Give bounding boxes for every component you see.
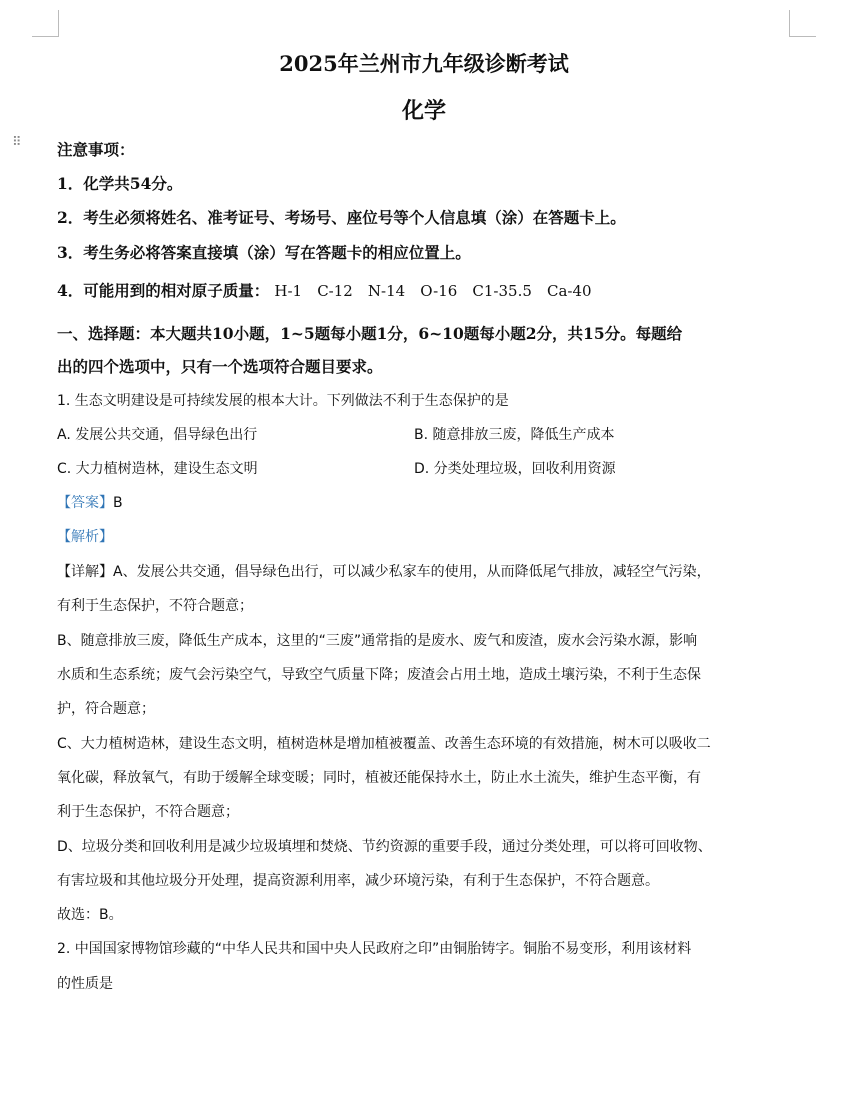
- notice-item-4: [57, 279, 592, 301]
- detail-text: A、发展公共交通，倡导绿色出行，可以减少私家车的使用，从而降低尾气排放，减轻空气污染，: [113, 564, 711, 580]
- analysis-tag: 【解析】: [57, 529, 113, 545]
- detail-line-5: 护，符合题意；: [57, 701, 155, 717]
- atomic-mass-o: O-16: [420, 282, 458, 300]
- drag-handle-icon[interactable]: ⠿: [12, 135, 23, 150]
- q1-answer: [57, 492, 123, 512]
- detail-tag: 【详解】: [57, 564, 113, 580]
- q1-option-a: A. 发展公共交通，倡导绿色出行: [57, 427, 258, 443]
- detail-line-4: 水质和生态系统；废气会污染空气，导致空气质量下降；废渣会占用土地，造成土壤污染，不利于生态保: [57, 667, 701, 683]
- subject-title: 化学: [401, 98, 446, 124]
- notice-item-1: 1．化学共54分。: [57, 174, 183, 193]
- answer-value: B: [113, 495, 123, 511]
- detail-line-2: 有利于生态保护，不符合题意；: [57, 598, 253, 614]
- q1-option-c: C. 大力植树造林，建设生态文明: [57, 461, 258, 477]
- detail-line-10: 有害垃圾和其他垃圾分开处理，提高资源利用率，减少环境污染，有利于生态保护，不符合题意。: [57, 873, 659, 889]
- detail-line-8: 利于生态保护，不符合题意；: [57, 804, 239, 820]
- notice-item-3: 3．考生务必将答案直接填（涂）写在答题卡的相应位置上。: [57, 243, 471, 262]
- atomic-mass-n: N-14: [367, 282, 406, 300]
- q1-option-b: B. 随意排放三废，降低生产成本: [414, 427, 615, 443]
- section-heading-line-1: 一、选择题：本大题共10小题，1~5题每小题1分，6~10题每小题2分，共15分。每题给: [57, 324, 683, 343]
- q2-stem-line-2: 的性质是: [57, 976, 113, 992]
- detail-line-1: [57, 561, 711, 581]
- detail-line-6: C、大力植树造林，建设生态文明，植树造林是增加植被覆盖、改善生态环境的有效措施，树木可以吸收二: [57, 736, 711, 752]
- q1-option-d: D. 分类处理垃圾，回收利用资源: [414, 461, 616, 477]
- atomic-mass-ca: Ca-40: [547, 282, 592, 300]
- q2-stem-line-1: 2. 中国国家博物馆珍藏的“中华人民共和国中央人民政府之印”由铜胎铸字。铜胎不易变形，利用该材料: [57, 941, 692, 957]
- notice-item-2: 2．考生必须将姓名、准考证号、考场号、座位号等个人信息填（涂）在答题卡上。: [57, 208, 626, 227]
- answer-tag: 【答案】: [57, 495, 113, 511]
- atomic-mass-h: H-1: [274, 282, 303, 300]
- detail-line-3: B、随意排放三废，降低生产成本，这里的“三废”通常指的是废水、废气和废渣，废水会污染水源，影响: [57, 633, 698, 649]
- page-corner-mark-top-left: [32, 10, 59, 37]
- section-heading-line-2: 出的四个选项中，只有一个选项符合题目要求。: [57, 357, 383, 376]
- detail-line-7: 氧化碳，释放氧气，有助于缓解全球变暖；同时，植被还能保持水土，防止水土流失，维护生态平衡，有: [57, 770, 701, 786]
- q1-conclusion: 故选：B。: [57, 907, 123, 923]
- detail-line-9: D、垃圾分类和回收利用是减少垃圾填埋和焚烧、节约资源的重要手段，通过分类处理，可以将可回收物、: [57, 839, 712, 855]
- page-corner-mark-top-right: [789, 10, 816, 37]
- q1-stem: 1. 生态文明建设是可持续发展的根本大计。下列做法不利于生态保护的是: [57, 393, 509, 409]
- atomic-mass-cl: C1-35.5: [472, 282, 532, 300]
- atomic-mass-label: 4．可能用到的相对原子质量：: [57, 281, 270, 300]
- atomic-mass-c: C-12: [317, 282, 353, 300]
- notice-heading: 注意事项：: [57, 140, 135, 159]
- exam-title: 2025年兰州市九年级诊断考试: [279, 51, 569, 76]
